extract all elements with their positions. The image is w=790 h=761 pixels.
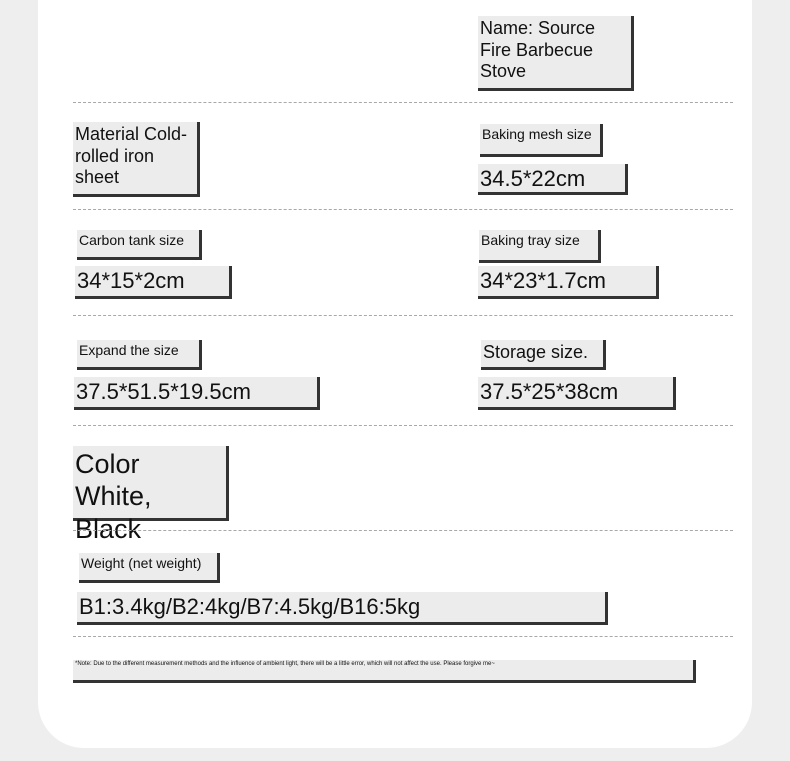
material: Material Cold-rolled iron sheet — [73, 122, 200, 197]
weight-label: Weight (net weight) — [79, 553, 220, 583]
expand-size-value: 37.5*51.5*19.5cm — [74, 377, 320, 410]
divider — [73, 209, 733, 210]
weight-value: B1:3.4kg/B2:4kg/B7:4.5kg/B16:5kg — [77, 592, 608, 625]
baking-mesh-label: Baking mesh size — [480, 124, 603, 157]
expand-size-label: Expand the size — [77, 340, 202, 370]
divider — [73, 636, 733, 637]
storage-size-label: Storage size. — [481, 340, 606, 370]
carbon-tank-value: 34*15*2cm — [75, 266, 232, 299]
divider — [73, 425, 733, 426]
color: Color White, Black — [73, 446, 229, 521]
divider — [73, 530, 733, 531]
divider — [73, 102, 733, 103]
measurement-note: *Note: Due to the different measurement methods and the influence of ambient light, there will be a little error, which will not affect the use. Please forgive me~ — [73, 660, 696, 683]
baking-tray-label: Baking tray size — [479, 230, 601, 263]
storage-size-value: 37.5*25*38cm — [478, 377, 676, 410]
baking-mesh-value: 34.5*22cm — [478, 164, 628, 195]
product-name: Name: Source Fire Barbecue Stove — [478, 16, 634, 91]
divider — [73, 315, 733, 316]
carbon-tank-label: Carbon tank size — [77, 230, 202, 260]
baking-tray-value: 34*23*1.7cm — [478, 266, 659, 299]
